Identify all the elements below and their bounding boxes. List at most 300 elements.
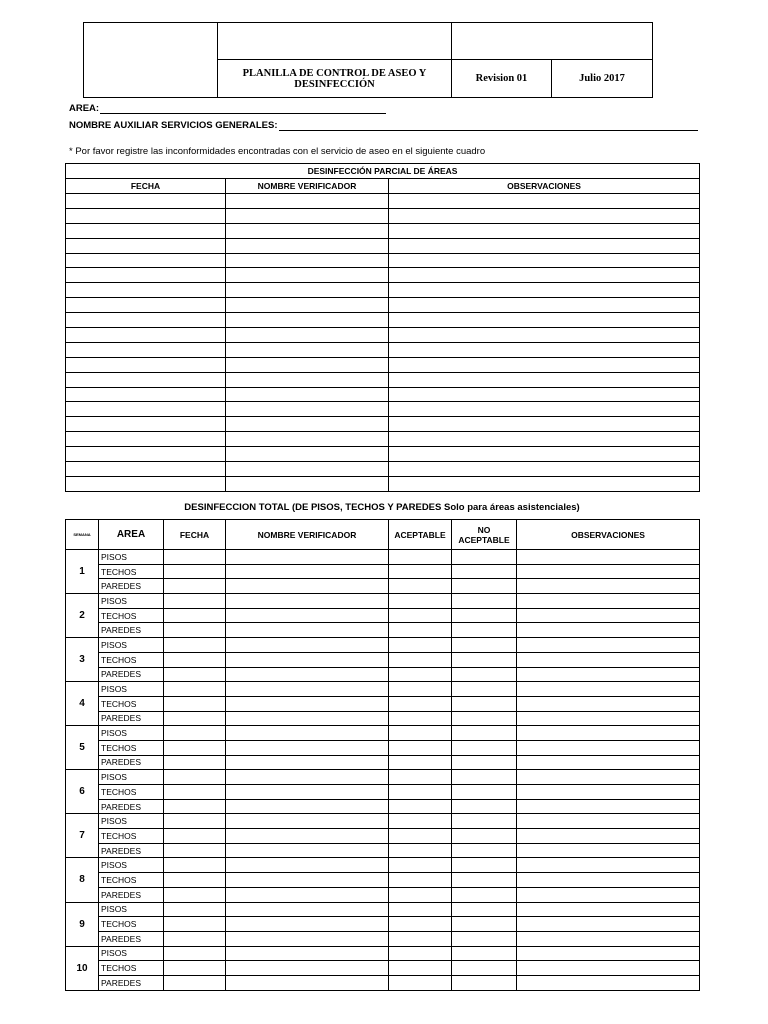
no-aceptable-cell[interactable]	[452, 623, 517, 638]
no-aceptable-cell[interactable]	[452, 902, 517, 917]
fecha-cell[interactable]	[164, 740, 226, 755]
aceptable-cell[interactable]	[389, 785, 452, 800]
week-number: 2	[66, 594, 99, 638]
observaciones-cell[interactable]	[389, 194, 700, 209]
table-row	[66, 711, 700, 726]
col-fecha: FECHA	[66, 179, 226, 194]
verificador-cell[interactable]	[226, 476, 389, 491]
verificador-cell[interactable]	[226, 814, 389, 829]
verificador-cell[interactable]	[226, 931, 389, 946]
observaciones-cell[interactable]	[389, 462, 700, 477]
no-aceptable-cell[interactable]	[452, 917, 517, 932]
fecha-cell[interactable]	[66, 342, 226, 357]
verificador-cell[interactable]	[226, 253, 389, 268]
no-aceptable-cell[interactable]	[452, 931, 517, 946]
observaciones-cell[interactable]	[389, 238, 700, 253]
no-aceptable-cell[interactable]	[452, 755, 517, 770]
verificador-cell[interactable]	[226, 740, 389, 755]
header-code-cell	[452, 23, 653, 60]
aceptable-cell[interactable]	[389, 887, 452, 902]
observaciones-cell[interactable]	[389, 208, 700, 223]
no-aceptable-cell[interactable]	[452, 638, 517, 653]
total-table-title: DESINFECCION TOTAL (DE PISOS, TECHOS Y PAREDES Solo para áreas asistenciales)	[184, 502, 580, 513]
observaciones-cell[interactable]	[517, 711, 700, 726]
table-row	[66, 608, 700, 623]
fecha-cell[interactable]	[164, 564, 226, 579]
aceptable-cell[interactable]	[389, 740, 452, 755]
observaciones-cell[interactable]	[389, 476, 700, 491]
observaciones-cell[interactable]	[517, 638, 700, 653]
observaciones-cell[interactable]	[517, 564, 700, 579]
verificador-cell[interactable]	[226, 873, 389, 888]
observaciones-cell[interactable]	[389, 283, 700, 298]
week-number: 8	[66, 858, 99, 902]
aceptable-cell[interactable]	[389, 946, 452, 961]
aceptable-cell[interactable]	[389, 667, 452, 682]
area-label: TECHOS	[99, 564, 164, 579]
col-no-aceptable: NO ACEPTABLE	[452, 520, 517, 550]
area-label: PISOS	[99, 902, 164, 917]
fecha-cell[interactable]	[164, 961, 226, 976]
observaciones-cell[interactable]	[517, 740, 700, 755]
verificador-cell[interactable]	[226, 711, 389, 726]
fecha-cell[interactable]	[164, 608, 226, 623]
observaciones-cell[interactable]	[517, 829, 700, 844]
verificador-cell[interactable]	[226, 917, 389, 932]
header-blank-cell	[218, 23, 452, 60]
fecha-cell[interactable]	[66, 417, 226, 432]
table-row	[66, 208, 700, 223]
aceptable-cell[interactable]	[389, 961, 452, 976]
observaciones-cell[interactable]	[517, 873, 700, 888]
table-row	[66, 328, 700, 343]
fecha-cell[interactable]	[164, 623, 226, 638]
area-label: PAREDES	[99, 711, 164, 726]
verificador-cell[interactable]	[226, 858, 389, 873]
table-row	[66, 579, 700, 594]
table-row	[66, 638, 700, 653]
no-aceptable-cell[interactable]	[452, 785, 517, 800]
aceptable-cell[interactable]	[389, 638, 452, 653]
no-aceptable-cell[interactable]	[452, 740, 517, 755]
table-row	[66, 843, 700, 858]
table-row	[66, 667, 700, 682]
fecha-cell[interactable]	[164, 594, 226, 609]
verificador-cell[interactable]	[226, 887, 389, 902]
fecha-cell[interactable]	[66, 194, 226, 209]
observaciones-cell[interactable]	[517, 931, 700, 946]
verificador-cell[interactable]	[226, 432, 389, 447]
observaciones-cell[interactable]	[517, 961, 700, 976]
aceptable-cell[interactable]	[389, 564, 452, 579]
table-row	[66, 462, 700, 477]
fecha-cell[interactable]	[66, 432, 226, 447]
verificador-cell[interactable]	[226, 594, 389, 609]
verificador-cell[interactable]	[226, 298, 389, 313]
verificador-cell[interactable]	[226, 623, 389, 638]
week-number: 7	[66, 814, 99, 858]
week-number: 6	[66, 770, 99, 814]
observaciones-cell[interactable]	[517, 858, 700, 873]
verificador-cell[interactable]	[226, 417, 389, 432]
no-aceptable-cell[interactable]	[452, 814, 517, 829]
table-row	[66, 814, 700, 829]
area-label: PISOS	[99, 550, 164, 565]
table-row	[66, 387, 700, 402]
aceptable-cell[interactable]	[389, 623, 452, 638]
area-label: AREA:	[69, 103, 100, 114]
verificador-cell[interactable]	[226, 564, 389, 579]
fecha-cell[interactable]	[66, 238, 226, 253]
observaciones-cell[interactable]	[389, 223, 700, 238]
observaciones-cell[interactable]	[517, 814, 700, 829]
no-aceptable-cell[interactable]	[452, 726, 517, 741]
auxiliar-input-line[interactable]	[279, 120, 698, 131]
table-row	[66, 887, 700, 902]
area-input-line[interactable]	[100, 103, 386, 114]
aceptable-cell[interactable]	[389, 917, 452, 932]
aceptable-cell[interactable]	[389, 931, 452, 946]
verificador-cell[interactable]	[226, 946, 389, 961]
table-row	[66, 623, 700, 638]
verificador-cell[interactable]	[226, 682, 389, 697]
observaciones-cell[interactable]	[517, 682, 700, 697]
no-aceptable-cell[interactable]	[452, 946, 517, 961]
fecha-cell[interactable]	[164, 975, 226, 990]
no-aceptable-cell[interactable]	[452, 594, 517, 609]
verificador-cell[interactable]	[226, 726, 389, 741]
document-title: PLANILLA DE CONTROL DE ASEO Y DESINFECCIÓN	[218, 60, 452, 98]
no-aceptable-cell[interactable]	[452, 873, 517, 888]
no-aceptable-cell[interactable]	[452, 682, 517, 697]
fecha-cell[interactable]	[164, 682, 226, 697]
verificador-cell[interactable]	[226, 387, 389, 402]
observaciones-cell[interactable]	[517, 917, 700, 932]
verificador-cell[interactable]	[226, 283, 389, 298]
area-field[interactable]	[69, 103, 386, 114]
no-aceptable-cell[interactable]	[452, 843, 517, 858]
partial-table-title: DESINFECCIÓN PARCIAL DE ÁREAS	[66, 164, 700, 179]
verificador-cell[interactable]	[226, 785, 389, 800]
observaciones-cell[interactable]	[389, 313, 700, 328]
observaciones-cell[interactable]	[517, 755, 700, 770]
fecha-cell[interactable]	[66, 357, 226, 372]
verificador-cell[interactable]	[226, 770, 389, 785]
fecha-cell[interactable]	[164, 946, 226, 961]
aceptable-cell[interactable]	[389, 682, 452, 697]
auxiliar-label: NOMBRE AUXILIAR SERVICIOS GENERALES:	[69, 120, 278, 131]
instructions-note: * Por favor registre las inconformidades encontradas con el servicio de aseo en el siguiente cuadro	[69, 146, 486, 157]
fecha-cell[interactable]	[66, 268, 226, 283]
fecha-cell[interactable]	[66, 283, 226, 298]
fecha-cell[interactable]	[164, 638, 226, 653]
total-disinfection-table	[65, 519, 700, 991]
observaciones-cell[interactable]	[517, 726, 700, 741]
area-label: PAREDES	[99, 887, 164, 902]
observaciones-cell[interactable]	[389, 417, 700, 432]
verificador-cell[interactable]	[226, 372, 389, 387]
verificador-cell[interactable]	[226, 652, 389, 667]
fecha-cell[interactable]	[164, 843, 226, 858]
fecha-cell[interactable]	[164, 726, 226, 741]
aceptable-cell[interactable]	[389, 594, 452, 609]
table-row	[66, 902, 700, 917]
area-label: TECHOS	[99, 652, 164, 667]
observaciones-cell[interactable]	[517, 975, 700, 990]
aceptable-cell[interactable]	[389, 829, 452, 844]
verificador-cell[interactable]	[226, 550, 389, 565]
fecha-cell[interactable]	[164, 799, 226, 814]
fecha-cell[interactable]	[66, 462, 226, 477]
table-row	[66, 931, 700, 946]
fecha-cell[interactable]	[66, 298, 226, 313]
revision-label: Revision 01	[452, 60, 552, 98]
no-aceptable-cell[interactable]	[452, 652, 517, 667]
table-row	[66, 770, 700, 785]
fecha-cell[interactable]	[66, 328, 226, 343]
aceptable-cell[interactable]	[389, 608, 452, 623]
observaciones-cell[interactable]	[517, 579, 700, 594]
fecha-cell[interactable]	[164, 652, 226, 667]
verificador-cell[interactable]	[226, 462, 389, 477]
observaciones-cell[interactable]	[389, 342, 700, 357]
verificador-cell[interactable]	[226, 402, 389, 417]
verificador-cell[interactable]	[226, 975, 389, 990]
observaciones-cell[interactable]	[517, 843, 700, 858]
observaciones-cell[interactable]	[389, 372, 700, 387]
observaciones-cell[interactable]	[389, 298, 700, 313]
document-header	[83, 22, 653, 98]
area-label: PISOS	[99, 770, 164, 785]
col-observaciones: OBSERVACIONES	[389, 179, 700, 194]
observaciones-cell[interactable]	[389, 447, 700, 462]
observaciones-cell[interactable]	[389, 253, 700, 268]
verificador-cell[interactable]	[226, 961, 389, 976]
no-aceptable-cell[interactable]	[452, 799, 517, 814]
table-row	[66, 432, 700, 447]
no-aceptable-cell[interactable]	[452, 667, 517, 682]
fecha-cell[interactable]	[164, 887, 226, 902]
area-label: PISOS	[99, 682, 164, 697]
aceptable-cell[interactable]	[389, 799, 452, 814]
observaciones-cell[interactable]	[389, 432, 700, 447]
observaciones-cell[interactable]	[517, 667, 700, 682]
area-label: PAREDES	[99, 667, 164, 682]
verificador-cell[interactable]	[226, 313, 389, 328]
fecha-cell[interactable]	[164, 931, 226, 946]
col-semana: SEMANA	[66, 520, 99, 550]
area-label: PISOS	[99, 594, 164, 609]
area-label: PAREDES	[99, 579, 164, 594]
fecha-cell[interactable]	[164, 770, 226, 785]
table-row	[66, 550, 700, 565]
verificador-cell[interactable]	[226, 357, 389, 372]
observaciones-cell[interactable]	[517, 770, 700, 785]
observaciones-cell[interactable]	[517, 623, 700, 638]
no-aceptable-cell[interactable]	[452, 579, 517, 594]
table-row	[66, 975, 700, 990]
fecha-cell[interactable]	[164, 579, 226, 594]
aceptable-cell[interactable]	[389, 726, 452, 741]
fecha-cell[interactable]	[66, 208, 226, 223]
area-label: PAREDES	[99, 799, 164, 814]
table-row	[66, 372, 700, 387]
aceptable-cell[interactable]	[389, 711, 452, 726]
aceptable-cell[interactable]	[389, 814, 452, 829]
verificador-cell[interactable]	[226, 579, 389, 594]
observaciones-cell[interactable]	[389, 268, 700, 283]
no-aceptable-cell[interactable]	[452, 975, 517, 990]
fecha-cell[interactable]	[66, 402, 226, 417]
no-aceptable-cell[interactable]	[452, 711, 517, 726]
aceptable-cell[interactable]	[389, 755, 452, 770]
table-row	[66, 755, 700, 770]
fecha-cell[interactable]	[164, 785, 226, 800]
verificador-cell[interactable]	[226, 238, 389, 253]
no-aceptable-cell[interactable]	[452, 858, 517, 873]
area-label: TECHOS	[99, 785, 164, 800]
table-row	[66, 342, 700, 357]
area-label: TECHOS	[99, 917, 164, 932]
area-label: PISOS	[99, 946, 164, 961]
no-aceptable-cell[interactable]	[452, 608, 517, 623]
verificador-cell[interactable]	[226, 902, 389, 917]
area-label: TECHOS	[99, 696, 164, 711]
observaciones-cell[interactable]	[389, 328, 700, 343]
area-label: PAREDES	[99, 843, 164, 858]
table-row	[66, 564, 700, 579]
no-aceptable-cell[interactable]	[452, 887, 517, 902]
verificador-cell[interactable]	[226, 829, 389, 844]
table-row	[66, 594, 700, 609]
fecha-cell[interactable]	[66, 313, 226, 328]
fecha-cell[interactable]	[66, 253, 226, 268]
aceptable-cell[interactable]	[389, 770, 452, 785]
col-aceptable: ACEPTABLE	[389, 520, 452, 550]
no-aceptable-cell[interactable]	[452, 696, 517, 711]
aceptable-cell[interactable]	[389, 579, 452, 594]
observaciones-cell[interactable]	[517, 946, 700, 961]
table-row	[66, 682, 700, 697]
fecha-cell[interactable]	[164, 667, 226, 682]
aceptable-cell[interactable]	[389, 843, 452, 858]
table-row	[66, 298, 700, 313]
auxiliar-field[interactable]	[69, 120, 698, 131]
observaciones-cell[interactable]	[517, 785, 700, 800]
fecha-cell[interactable]	[164, 711, 226, 726]
verificador-cell[interactable]	[226, 696, 389, 711]
fecha-cell[interactable]	[164, 755, 226, 770]
col-nombre-verificador: NOMBRE VERIFICADOR	[226, 179, 389, 194]
verificador-cell[interactable]	[226, 223, 389, 238]
table-row	[66, 946, 700, 961]
week-number: 5	[66, 726, 99, 770]
aceptable-cell[interactable]	[389, 858, 452, 873]
verificador-cell[interactable]	[226, 755, 389, 770]
area-label: TECHOS	[99, 740, 164, 755]
observaciones-cell[interactable]	[389, 402, 700, 417]
aceptable-cell[interactable]	[389, 550, 452, 565]
verificador-cell[interactable]	[226, 342, 389, 357]
observaciones-cell[interactable]	[517, 887, 700, 902]
area-label: PISOS	[99, 858, 164, 873]
aceptable-cell[interactable]	[389, 902, 452, 917]
observaciones-cell[interactable]	[517, 608, 700, 623]
verificador-cell[interactable]	[226, 194, 389, 209]
verificador-cell[interactable]	[226, 843, 389, 858]
table-row	[66, 726, 700, 741]
aceptable-cell[interactable]	[389, 652, 452, 667]
verificador-cell[interactable]	[226, 328, 389, 343]
fecha-cell[interactable]	[66, 223, 226, 238]
verificador-cell[interactable]	[226, 208, 389, 223]
area-label: PAREDES	[99, 931, 164, 946]
verificador-cell[interactable]	[226, 447, 389, 462]
verificador-cell[interactable]	[226, 667, 389, 682]
fecha-cell[interactable]	[164, 829, 226, 844]
fecha-cell[interactable]	[66, 447, 226, 462]
table-row	[66, 238, 700, 253]
no-aceptable-cell[interactable]	[452, 770, 517, 785]
fecha-cell[interactable]	[164, 814, 226, 829]
partial-disinfection-table	[65, 163, 700, 492]
fecha-cell[interactable]	[164, 858, 226, 873]
document-date: Julio 2017	[552, 60, 653, 98]
fecha-cell[interactable]	[66, 476, 226, 491]
observaciones-cell[interactable]	[517, 550, 700, 565]
table-row	[66, 917, 700, 932]
table-row	[66, 652, 700, 667]
observaciones-cell[interactable]	[517, 799, 700, 814]
table-row	[66, 873, 700, 888]
fecha-cell[interactable]	[66, 387, 226, 402]
fecha-cell[interactable]	[164, 902, 226, 917]
verificador-cell[interactable]	[226, 608, 389, 623]
observaciones-cell[interactable]	[389, 387, 700, 402]
week-number: 9	[66, 902, 99, 946]
no-aceptable-cell[interactable]	[452, 961, 517, 976]
week-number: 1	[66, 550, 99, 594]
observaciones-cell[interactable]	[517, 594, 700, 609]
no-aceptable-cell[interactable]	[452, 564, 517, 579]
aceptable-cell[interactable]	[389, 975, 452, 990]
fecha-cell[interactable]	[164, 696, 226, 711]
no-aceptable-cell[interactable]	[452, 829, 517, 844]
observaciones-cell[interactable]	[517, 696, 700, 711]
verificador-cell[interactable]	[226, 268, 389, 283]
fecha-cell[interactable]	[66, 372, 226, 387]
observaciones-cell[interactable]	[517, 652, 700, 667]
logo-cell	[84, 23, 218, 98]
verificador-cell[interactable]	[226, 638, 389, 653]
fecha-cell[interactable]	[164, 873, 226, 888]
verificador-cell[interactable]	[226, 799, 389, 814]
aceptable-cell[interactable]	[389, 873, 452, 888]
table-row	[66, 357, 700, 372]
area-label: TECHOS	[99, 829, 164, 844]
table-row	[66, 961, 700, 976]
table-row	[66, 402, 700, 417]
fecha-cell[interactable]	[164, 550, 226, 565]
fecha-cell[interactable]	[164, 917, 226, 932]
table-row	[66, 476, 700, 491]
observaciones-cell[interactable]	[517, 902, 700, 917]
aceptable-cell[interactable]	[389, 696, 452, 711]
table-row	[66, 447, 700, 462]
no-aceptable-cell[interactable]	[452, 550, 517, 565]
table-row	[66, 858, 700, 873]
observaciones-cell[interactable]	[389, 357, 700, 372]
